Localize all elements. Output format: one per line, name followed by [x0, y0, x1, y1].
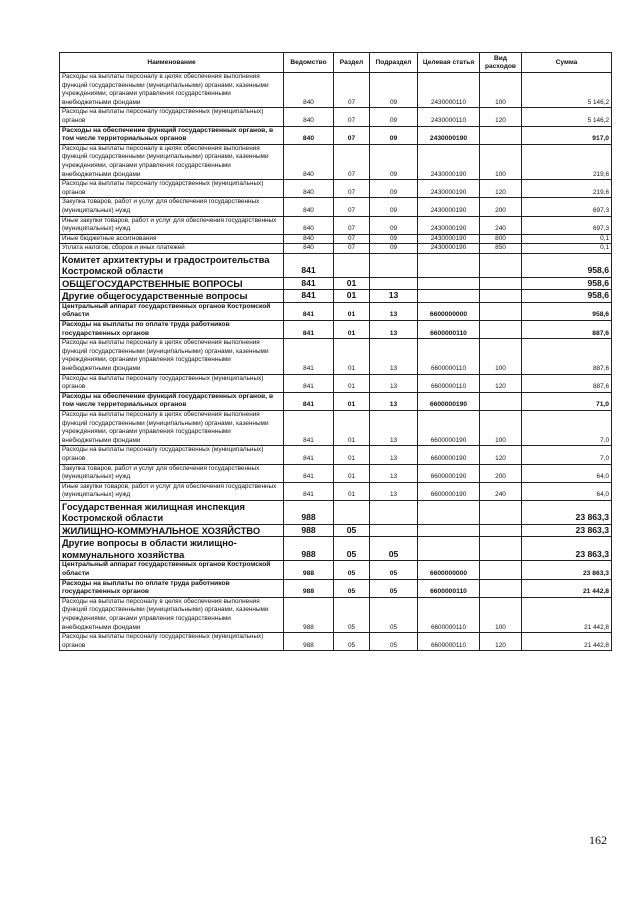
table-row: [60, 126, 612, 144]
cell-statya: 6600000190: [418, 446, 480, 464]
cell-vedomstvo: 988: [284, 579, 334, 597]
cell-statya: [418, 537, 480, 561]
cell-summa: 219,6: [522, 144, 612, 179]
cell-summa: 958,6: [522, 290, 612, 303]
table-row: [60, 302, 612, 320]
cell-razdel: 01: [334, 464, 370, 482]
table-row: [60, 446, 612, 464]
cell-vedomstvo: 841: [284, 321, 334, 339]
cell-summa: 697,3: [522, 216, 612, 234]
table-row: [60, 579, 612, 597]
cell-vedomstvo: 988: [284, 500, 334, 524]
cell-vedomstvo: 988: [284, 537, 334, 561]
cell-summa: 23 863,3: [522, 524, 612, 537]
cell-podrazdel: 05: [370, 597, 418, 632]
cell-razdel: 01: [334, 339, 370, 374]
cell-statya: 6600000110: [418, 579, 480, 597]
cell-vedomstvo: 840: [284, 144, 334, 179]
cell-podrazdel: 09: [370, 234, 418, 244]
table-row: [60, 290, 612, 303]
cell-statya: 6600000190: [418, 464, 480, 482]
cell-name: Закупка товаров, работ и услуг для обеспечения государственных (муниципальных) нужд: [60, 198, 284, 216]
header-podrazdel: Подраздел: [370, 53, 418, 73]
cell-statya: 6600000190: [418, 392, 480, 410]
table-row: [60, 561, 612, 579]
cell-name: Закупка товаров, работ и услуг для обеспечения государственных (муниципальных) нужд: [60, 464, 284, 482]
cell-statya: 2430000190: [418, 180, 480, 198]
cell-statya: 6600000110: [418, 321, 480, 339]
cell-vedomstvo: 840: [284, 180, 334, 198]
cell-podrazdel: 13: [370, 302, 418, 320]
cell-podrazdel: 13: [370, 290, 418, 303]
cell-name: Расходы на выплаты по оплате труда работников государственных органов: [60, 321, 284, 339]
cell-vid: 120: [480, 180, 522, 198]
cell-name: ЖИЛИЩНО-КОММУНАЛЬНОЕ ХОЗЯЙСТВО: [60, 524, 284, 537]
cell-vid: 100: [480, 73, 522, 108]
cell-name: Комитет архитектуры и градостроительства Костромской области: [60, 253, 284, 277]
cell-vedomstvo: 841: [284, 411, 334, 446]
cell-razdel: 07: [334, 234, 370, 244]
cell-vedomstvo: 841: [284, 392, 334, 410]
cell-vid: 100: [480, 411, 522, 446]
cell-podrazdel: 05: [370, 579, 418, 597]
cell-summa: 21 442,8: [522, 579, 612, 597]
table-row: [60, 500, 612, 524]
cell-vedomstvo: 841: [284, 253, 334, 277]
cell-podrazdel: 09: [370, 216, 418, 234]
cell-razdel: 01: [334, 446, 370, 464]
cell-name: Расходы на обеспечение функций государственных органов, в том числе территориальных органов: [60, 392, 284, 410]
cell-name: Расходы на выплаты по оплате труда работников государственных органов: [60, 579, 284, 597]
cell-vedomstvo: 840: [284, 126, 334, 144]
cell-vid: 120: [480, 374, 522, 392]
cell-podrazdel: 09: [370, 180, 418, 198]
cell-summa: 21 442,8: [522, 597, 612, 632]
cell-summa: 7,0: [522, 446, 612, 464]
table-row: [60, 198, 612, 216]
cell-name: Иные бюджетные ассигнования: [60, 234, 284, 244]
cell-summa: 0,1: [522, 234, 612, 244]
table-row: [60, 411, 612, 446]
cell-razdel: 01: [334, 411, 370, 446]
header-statya: Целевая статья: [418, 53, 480, 73]
cell-podrazdel: [370, 500, 418, 524]
cell-razdel: [334, 253, 370, 277]
cell-vedomstvo: 840: [284, 244, 334, 254]
cell-podrazdel: 09: [370, 108, 418, 126]
cell-vedomstvo: 841: [284, 446, 334, 464]
cell-razdel: 07: [334, 108, 370, 126]
cell-podrazdel: 09: [370, 244, 418, 254]
cell-vedomstvo: 841: [284, 464, 334, 482]
cell-razdel: 07: [334, 216, 370, 234]
cell-vid: [480, 126, 522, 144]
header-summa: Сумма: [522, 53, 612, 73]
cell-razdel: 05: [334, 633, 370, 651]
cell-podrazdel: 13: [370, 446, 418, 464]
table-row: [60, 144, 612, 179]
cell-razdel: 01: [334, 277, 370, 290]
cell-name: Центральный аппарат государственных органов Костромской области: [60, 561, 284, 579]
cell-podrazdel: 05: [370, 561, 418, 579]
cell-statya: 6600000000: [418, 302, 480, 320]
cell-statya: 2430000190: [418, 234, 480, 244]
cell-statya: 6600000110: [418, 339, 480, 374]
table-row: [60, 482, 612, 500]
cell-vid: [480, 253, 522, 277]
cell-podrazdel: 05: [370, 537, 418, 561]
cell-vid: [480, 392, 522, 410]
cell-vedomstvo: 988: [284, 633, 334, 651]
table-row: [60, 597, 612, 632]
cell-summa: 0,1: [522, 244, 612, 254]
cell-podrazdel: 13: [370, 374, 418, 392]
cell-vid: [480, 500, 522, 524]
cell-name: Расходы на выплаты персоналу в целях обеспечения выполнения функций государственными (муниципальными) органами, казенными учреждениями, органами управления государственными внебюджетными фондами: [60, 411, 284, 446]
cell-name: Другие вопросы в области жилищно-коммунального хозяйства: [60, 537, 284, 561]
table-row: [60, 464, 612, 482]
cell-razdel: 01: [334, 482, 370, 500]
table-row: [60, 339, 612, 374]
cell-summa: 71,0: [522, 392, 612, 410]
cell-vedomstvo: 840: [284, 108, 334, 126]
cell-summa: 887,6: [522, 321, 612, 339]
cell-vedomstvo: 840: [284, 198, 334, 216]
cell-summa: 23 863,3: [522, 537, 612, 561]
cell-razdel: 05: [334, 579, 370, 597]
cell-vid: 850: [480, 244, 522, 254]
cell-podrazdel: 05: [370, 633, 418, 651]
cell-vedomstvo: 841: [284, 482, 334, 500]
cell-vid: [480, 321, 522, 339]
table-row: [60, 180, 612, 198]
table-row: [60, 537, 612, 561]
table-row: [60, 244, 612, 254]
cell-vedomstvo: 988: [284, 597, 334, 632]
cell-vid: [480, 579, 522, 597]
cell-statya: 2430000110: [418, 108, 480, 126]
cell-summa: 23 863,3: [522, 561, 612, 579]
cell-name: Государственная жилищная инспекция Костромской области: [60, 500, 284, 524]
cell-name: Расходы на выплаты персоналу государственных (муниципальных) органов: [60, 108, 284, 126]
cell-summa: 887,6: [522, 374, 612, 392]
cell-summa: 917,0: [522, 126, 612, 144]
cell-razdel: 07: [334, 126, 370, 144]
cell-summa: 958,6: [522, 302, 612, 320]
header-vid: Вид расходов: [480, 53, 522, 73]
cell-vedomstvo: 841: [284, 339, 334, 374]
cell-vid: 100: [480, 597, 522, 632]
cell-summa: 64,0: [522, 464, 612, 482]
cell-razdel: [334, 500, 370, 524]
cell-vid: 200: [480, 198, 522, 216]
cell-name: Расходы на выплаты персоналу в целях обеспечения выполнения функций государственными (муниципальными) органами, казенными учреждениями, органами управления государственными внебюджетными фондами: [60, 144, 284, 179]
cell-podrazdel: 13: [370, 411, 418, 446]
table-row: [60, 216, 612, 234]
cell-razdel: 07: [334, 244, 370, 254]
table-row: [60, 374, 612, 392]
cell-name: Расходы на выплаты персоналу в целях обеспечения выполнения функций государственными (муниципальными) органами, казенными учреждениями, органами управления государственными внебюджетными фондами: [60, 73, 284, 108]
cell-vedomstvo: 841: [284, 290, 334, 303]
cell-vid: [480, 290, 522, 303]
cell-name: Другие общегосударственные вопросы: [60, 290, 284, 303]
cell-summa: 5 146,2: [522, 108, 612, 126]
table-header-row: [60, 53, 612, 73]
header-vedomstvo: Ведомство: [284, 53, 334, 73]
cell-razdel: 05: [334, 537, 370, 561]
cell-razdel: 05: [334, 561, 370, 579]
cell-summa: 7,0: [522, 411, 612, 446]
cell-vedomstvo: 841: [284, 302, 334, 320]
cell-name: Расходы на выплаты персоналу государственных (муниципальных) органов: [60, 180, 284, 198]
cell-vid: 800: [480, 234, 522, 244]
table-row: [60, 392, 612, 410]
cell-vid: 200: [480, 464, 522, 482]
cell-vedomstvo: 840: [284, 73, 334, 108]
cell-razdel: 01: [334, 302, 370, 320]
cell-razdel: 05: [334, 524, 370, 537]
cell-vid: 120: [480, 633, 522, 651]
cell-razdel: 01: [334, 374, 370, 392]
budget-table-sheet: [59, 52, 611, 651]
header-name: Наименование: [60, 53, 284, 73]
table-row: [60, 234, 612, 244]
cell-name: Расходы на выплаты персоналу государственных (муниципальных) органов: [60, 633, 284, 651]
cell-name: Расходы на обеспечение функций государственных органов, в том числе территориальных органов: [60, 126, 284, 144]
table-row: [60, 73, 612, 108]
cell-statya: 2430000190: [418, 144, 480, 179]
cell-vedomstvo: 840: [284, 234, 334, 244]
cell-podrazdel: 09: [370, 73, 418, 108]
cell-name: Иные закупки товаров, работ и услуг для обеспечения государственных (муниципальных) нужд: [60, 216, 284, 234]
cell-podrazdel: 13: [370, 464, 418, 482]
cell-razdel: 05: [334, 597, 370, 632]
cell-name: Расходы на выплаты персоналу в целях обеспечения выполнения функций государственными (муниципальными) органами, казенными учреждениями, органами управления государственными внебюджетными фондами: [60, 597, 284, 632]
cell-name: ОБЩЕГОСУДАРСТВЕННЫЕ ВОПРОСЫ: [60, 277, 284, 290]
cell-podrazdel: 13: [370, 321, 418, 339]
cell-summa: 697,3: [522, 198, 612, 216]
cell-statya: [418, 524, 480, 537]
cell-razdel: 07: [334, 180, 370, 198]
budget-table: [59, 52, 612, 651]
cell-vid: 240: [480, 482, 522, 500]
cell-vedomstvo: 841: [284, 374, 334, 392]
cell-statya: 2430000190: [418, 198, 480, 216]
cell-statya: 2430000190: [418, 244, 480, 254]
table-row: [60, 108, 612, 126]
cell-statya: [418, 290, 480, 303]
cell-summa: 21 442,8: [522, 633, 612, 651]
cell-podrazdel: 13: [370, 339, 418, 374]
cell-vid: [480, 302, 522, 320]
cell-podrazdel: 09: [370, 144, 418, 179]
cell-statya: 6600000190: [418, 482, 480, 500]
cell-vid: [480, 277, 522, 290]
cell-razdel: 01: [334, 392, 370, 410]
cell-podrazdel: 13: [370, 482, 418, 500]
table-row: [60, 524, 612, 537]
cell-summa: 23 863,3: [522, 500, 612, 524]
cell-vid: [480, 537, 522, 561]
cell-vid: 100: [480, 144, 522, 179]
cell-name: Расходы на выплаты персоналу государственных (муниципальных) органов: [60, 374, 284, 392]
table-body: [60, 73, 612, 651]
cell-summa: 958,6: [522, 253, 612, 277]
cell-name: Расходы на выплаты персоналу в целях обеспечения выполнения функций государственными (муниципальными) органами, казенными учреждениями, органами управления государственными внебюджетными фондами: [60, 339, 284, 374]
cell-podrazdel: [370, 524, 418, 537]
cell-podrazdel: [370, 277, 418, 290]
cell-vid: 240: [480, 216, 522, 234]
cell-razdel: 07: [334, 73, 370, 108]
cell-razdel: 07: [334, 198, 370, 216]
cell-vid: 120: [480, 108, 522, 126]
cell-name: Центральный аппарат государственных органов Костромской области: [60, 302, 284, 320]
cell-statya: [418, 253, 480, 277]
cell-statya: 6600000000: [418, 561, 480, 579]
cell-statya: 6600000110: [418, 374, 480, 392]
cell-vedomstvo: 988: [284, 524, 334, 537]
cell-vid: 100: [480, 339, 522, 374]
cell-statya: 6600000110: [418, 633, 480, 651]
cell-statya: 6600000190: [418, 411, 480, 446]
cell-statya: 2430000190: [418, 216, 480, 234]
table-row: [60, 277, 612, 290]
cell-statya: [418, 500, 480, 524]
cell-name: Уплата налогов, сборов и иных платежей: [60, 244, 284, 254]
table-row: [60, 633, 612, 651]
table-row: [60, 321, 612, 339]
cell-vid: [480, 524, 522, 537]
cell-statya: 2430000190: [418, 126, 480, 144]
header-razdel: Раздел: [334, 53, 370, 73]
cell-name: Иные закупки товаров, работ и услуг для обеспечения государственных (муниципальных) нужд: [60, 482, 284, 500]
cell-vid: 120: [480, 446, 522, 464]
cell-summa: 5 146,2: [522, 73, 612, 108]
cell-summa: 958,6: [522, 277, 612, 290]
cell-vid: [480, 561, 522, 579]
cell-vedomstvo: 988: [284, 561, 334, 579]
cell-podrazdel: 09: [370, 198, 418, 216]
cell-statya: [418, 277, 480, 290]
cell-statya: 6600000110: [418, 597, 480, 632]
cell-summa: 64,0: [522, 482, 612, 500]
table-row: [60, 253, 612, 277]
cell-summa: 219,6: [522, 180, 612, 198]
cell-name: Расходы на выплаты персоналу государственных (муниципальных) органов: [60, 446, 284, 464]
cell-razdel: 01: [334, 290, 370, 303]
cell-podrazdel: 13: [370, 392, 418, 410]
page-number: 162: [589, 833, 607, 847]
cell-vedomstvo: 841: [284, 277, 334, 290]
cell-podrazdel: [370, 253, 418, 277]
cell-summa: 887,6: [522, 339, 612, 374]
cell-razdel: 01: [334, 321, 370, 339]
cell-vedomstvo: 840: [284, 216, 334, 234]
cell-podrazdel: 09: [370, 126, 418, 144]
cell-razdel: 07: [334, 144, 370, 179]
cell-statya: 2430000110: [418, 73, 480, 108]
